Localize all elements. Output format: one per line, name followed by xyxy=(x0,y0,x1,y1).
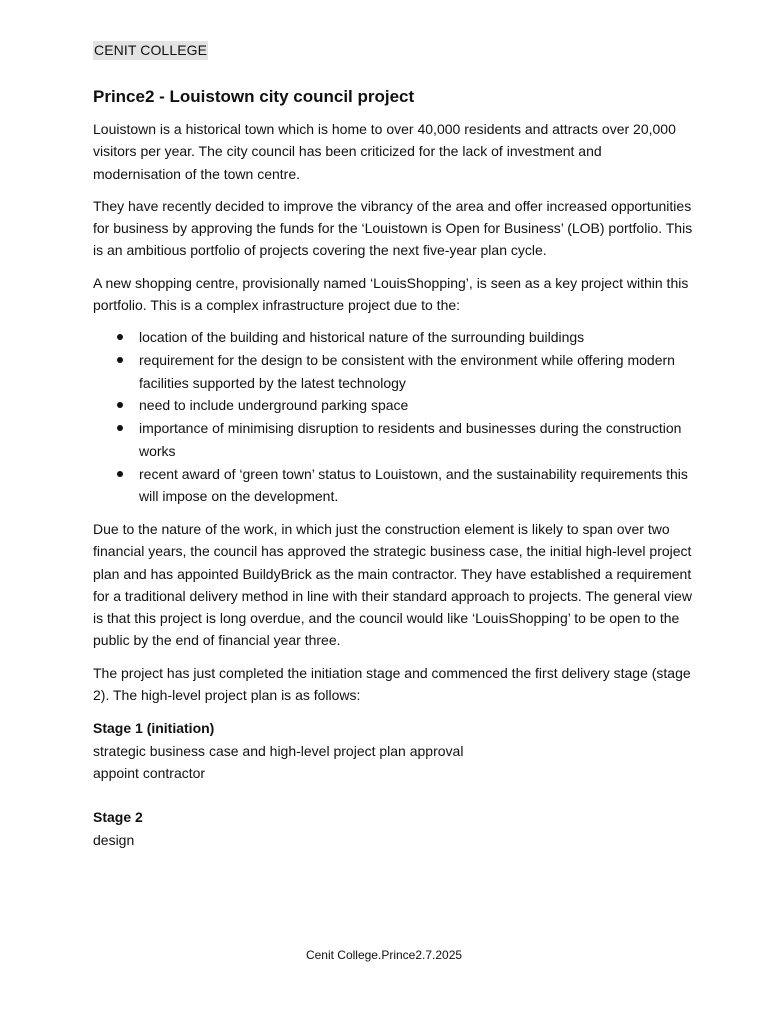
stage-1-item: strategic business case and high-level project plan approval xyxy=(93,742,464,759)
stage-1-item: appoint contractor xyxy=(93,764,206,781)
paragraph-delivery: Due to the nature of the work, in which just the construction element is likely to span over two financial years, the council has approved the strategic business case, the initial high-level project plan and has appointed BuildyBrick as the main contractor. They have established a requirement for a traditional delivery method in line with their standard approach to projects. The general view is that this project is long overdue, and the council would like ‘LouisShopping’ to be open to the public by the end of financial year three. xyxy=(93,521,692,649)
list-item: importance of minimising disruption to residents and businesses during the construction works xyxy=(93,417,693,462)
paragraph-intro: Louistown is a historical town which is home to over 40,000 residents and attracts over 20,000 visitors per year. The city council has been criticized for the lack of investment and modernisation of the town centre. xyxy=(93,121,676,182)
paragraph-portfolio: They have recently decided to improve the vibrancy of the area and offer increased opportunities for business by approving the funds for the ‘Louistown is Open for Business’ (LOB) portfolio. This is an ambitious portfolio of projects covering the next five-year plan cycle. xyxy=(93,197,693,259)
stage-2-item: design xyxy=(93,831,135,848)
complexity-list xyxy=(93,326,693,508)
paragraph-shopping-centre: A new shopping centre, provisionally named ‘LouisShopping’, is seen as a key project within this portfolio. This is a complex infrastructure project due to the: xyxy=(93,274,689,314)
list-item: recent award of ‘green town’ status to Louistown, and the sustainability requirements this will impose on the development. xyxy=(93,463,693,508)
document-header: CENIT COLLEGE xyxy=(94,42,208,58)
list-item: requirement for the design to be consistent with the environment while offering modern facilities supported by the latest technology xyxy=(93,349,693,394)
list-item: need to include underground parking space xyxy=(93,394,693,417)
paragraph-plan-intro: The project has just completed the initiation stage and commenced the first delivery stage (stage 2). The high-level project plan is as follows: xyxy=(93,664,691,704)
document-page xyxy=(93,41,693,851)
page-footer: Cenit College.Prince2.7.2025 xyxy=(305,948,463,962)
document-title: Prince2 - Louistown city council project xyxy=(93,87,415,106)
list-item: location of the building and historical nature of the surrounding buildings xyxy=(93,326,693,349)
stage-1-title: Stage 1 (initiation) xyxy=(93,720,215,737)
stage-2-title: Stage 2 xyxy=(93,809,143,826)
